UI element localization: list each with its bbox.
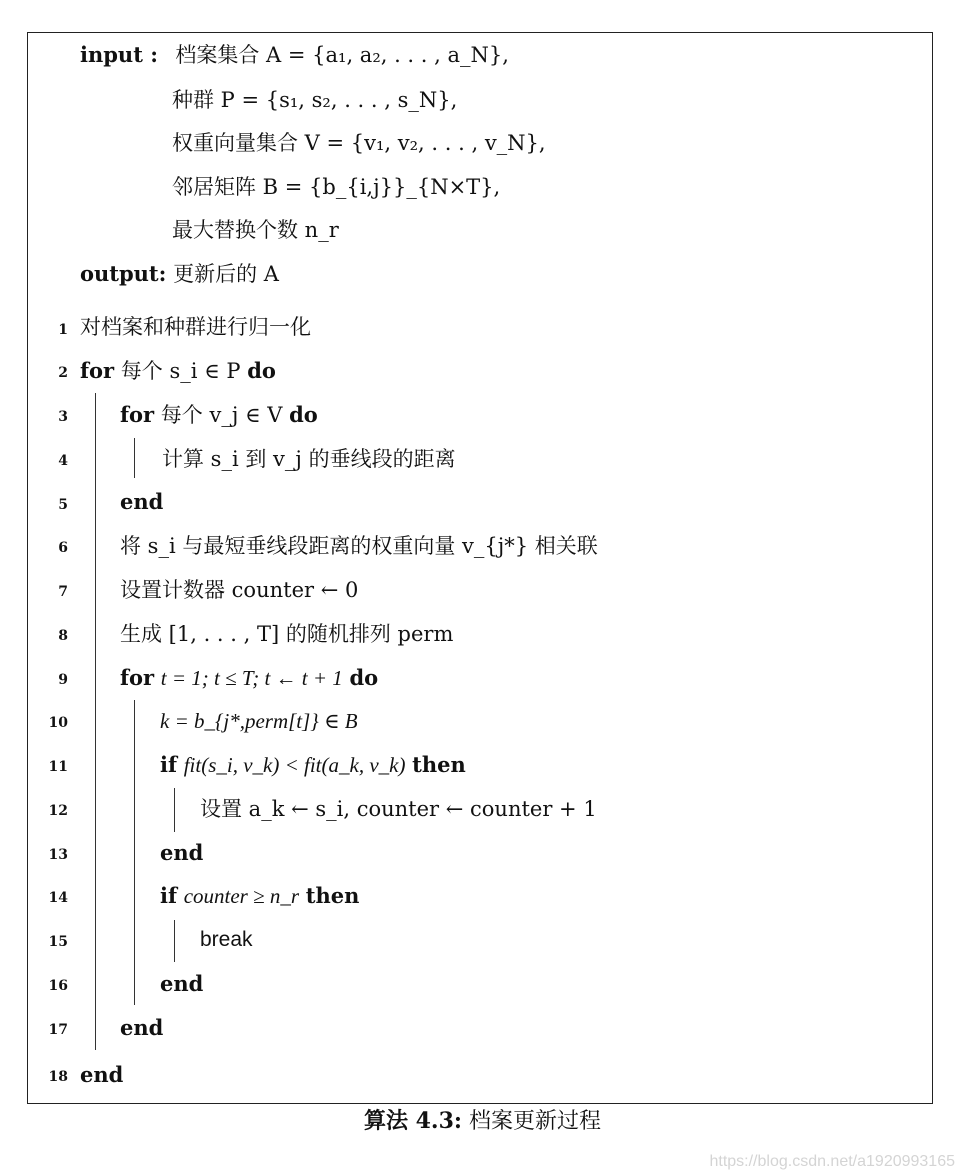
input-population: 种群 P = {s₁, s₂, . . . , s_N}, [172, 88, 458, 112]
output-line [80, 259, 279, 289]
line-number: 9 [58, 672, 68, 688]
keyword-then: then [305, 883, 360, 908]
line-number: 11 [48, 759, 68, 775]
block-bar-for-t [134, 700, 135, 1005]
block-bar-inner-for-v [134, 438, 135, 478]
step-4: 计算 s_i 到 v_j 的垂线段的距离 [162, 447, 456, 471]
keyword-do: do [247, 358, 276, 383]
step-11-text: fit(s_i, v_k) < fit(a_k, v_k) [183, 753, 406, 777]
input-label: input [80, 42, 143, 67]
keyword-for: for [120, 402, 155, 427]
step-5 [120, 487, 163, 517]
step-6: 将 s_i 与最短垂线段距离的权重向量 v_{j*} 相关联 [120, 534, 598, 558]
keyword-if: if [160, 883, 178, 908]
line-number: 17 [48, 1022, 68, 1038]
line-number: 12 [48, 803, 68, 819]
line-number: 13 [48, 847, 68, 863]
step-9-text: t = 1; t ≤ T; t ← t + 1 [160, 666, 343, 690]
step-10 [160, 706, 358, 736]
line-number: 18 [48, 1069, 68, 1085]
step-14-text: counter ≥ n_r [183, 884, 300, 908]
input-neighbor-matrix: 邻居矩阵 B = {b_{i,j}}_{N×T}, [172, 175, 501, 199]
step-16 [160, 969, 203, 999]
keyword-then: then [412, 752, 466, 777]
line-number: 15 [48, 934, 68, 950]
block-bar-outer-for [95, 393, 96, 1050]
step-12-text: 设置 a_k ← s_i, counter ← counter + 1 [200, 797, 597, 821]
keyword-do: do [289, 402, 318, 427]
step-8: 生成 [1, . . . , T] 的随机排列 perm [120, 622, 454, 646]
step-15: break [200, 928, 253, 951]
input-weight-vectors: 权重向量集合 V = {v₁, v₂, . . . , v_N}, [172, 131, 546, 155]
step-3 [120, 400, 318, 430]
line-number: 8 [58, 628, 68, 644]
line-number: 10 [48, 715, 68, 731]
output-label: output: [80, 261, 167, 286]
step-3-text: 每个 v_j ∈ V [160, 403, 283, 427]
line-number: 3 [58, 409, 68, 425]
step-1: 对档案和种群进行归一化 [80, 315, 311, 339]
caption-title: 档案更新过程 [469, 1109, 602, 1134]
step-14 [160, 881, 359, 911]
caption-label: 算法 4.3: [363, 1108, 463, 1134]
keyword-do: do [349, 665, 379, 690]
line-number: 4 [58, 453, 68, 469]
step-7: 设置计数器 counter ← 0 [120, 578, 359, 602]
keyword-for: for [120, 665, 155, 690]
step-11 [160, 750, 466, 780]
input-line: input : 档案集合 A = {a₁, a₂, . . . , a_N}, [80, 42, 509, 67]
input-archive-set: 档案集合 A = {a₁, a₂, . . . , a_N}, [175, 43, 509, 67]
line-number: 2 [58, 365, 68, 381]
keyword-end: end [160, 971, 204, 996]
keyword-if: if [160, 752, 178, 777]
output-text: 更新后的 A [173, 262, 279, 286]
step-9 [120, 663, 378, 693]
algorithm-caption [0, 1104, 965, 1139]
step-17 [120, 1013, 163, 1043]
keyword-end: end [80, 1062, 124, 1087]
line-number: 5 [58, 497, 68, 513]
step-10-text: k = b_{j*,perm[t]} ∈ B [160, 709, 358, 733]
keyword-end: end [160, 840, 204, 865]
watermark: https://blog.csdn.net/a1920993165 [709, 1153, 955, 1170]
step-13 [160, 838, 203, 868]
keyword-end: end [120, 489, 164, 514]
input-max-replace: 最大替换个数 n_r [172, 218, 339, 242]
line-number: 14 [48, 890, 68, 906]
line-number: 7 [58, 584, 68, 600]
block-bar-if-counter [174, 920, 175, 962]
line-number: 6 [58, 540, 68, 556]
line-number: 1 [58, 322, 68, 338]
step-2 [80, 356, 276, 386]
keyword-for: for [80, 358, 115, 383]
line-number: 16 [48, 978, 68, 994]
keyword-end: end [120, 1015, 164, 1040]
step-12 [200, 794, 597, 824]
step-2-text: 每个 s_i ∈ P [120, 359, 241, 383]
step-18 [80, 1060, 123, 1090]
block-bar-if-fit [174, 788, 175, 832]
